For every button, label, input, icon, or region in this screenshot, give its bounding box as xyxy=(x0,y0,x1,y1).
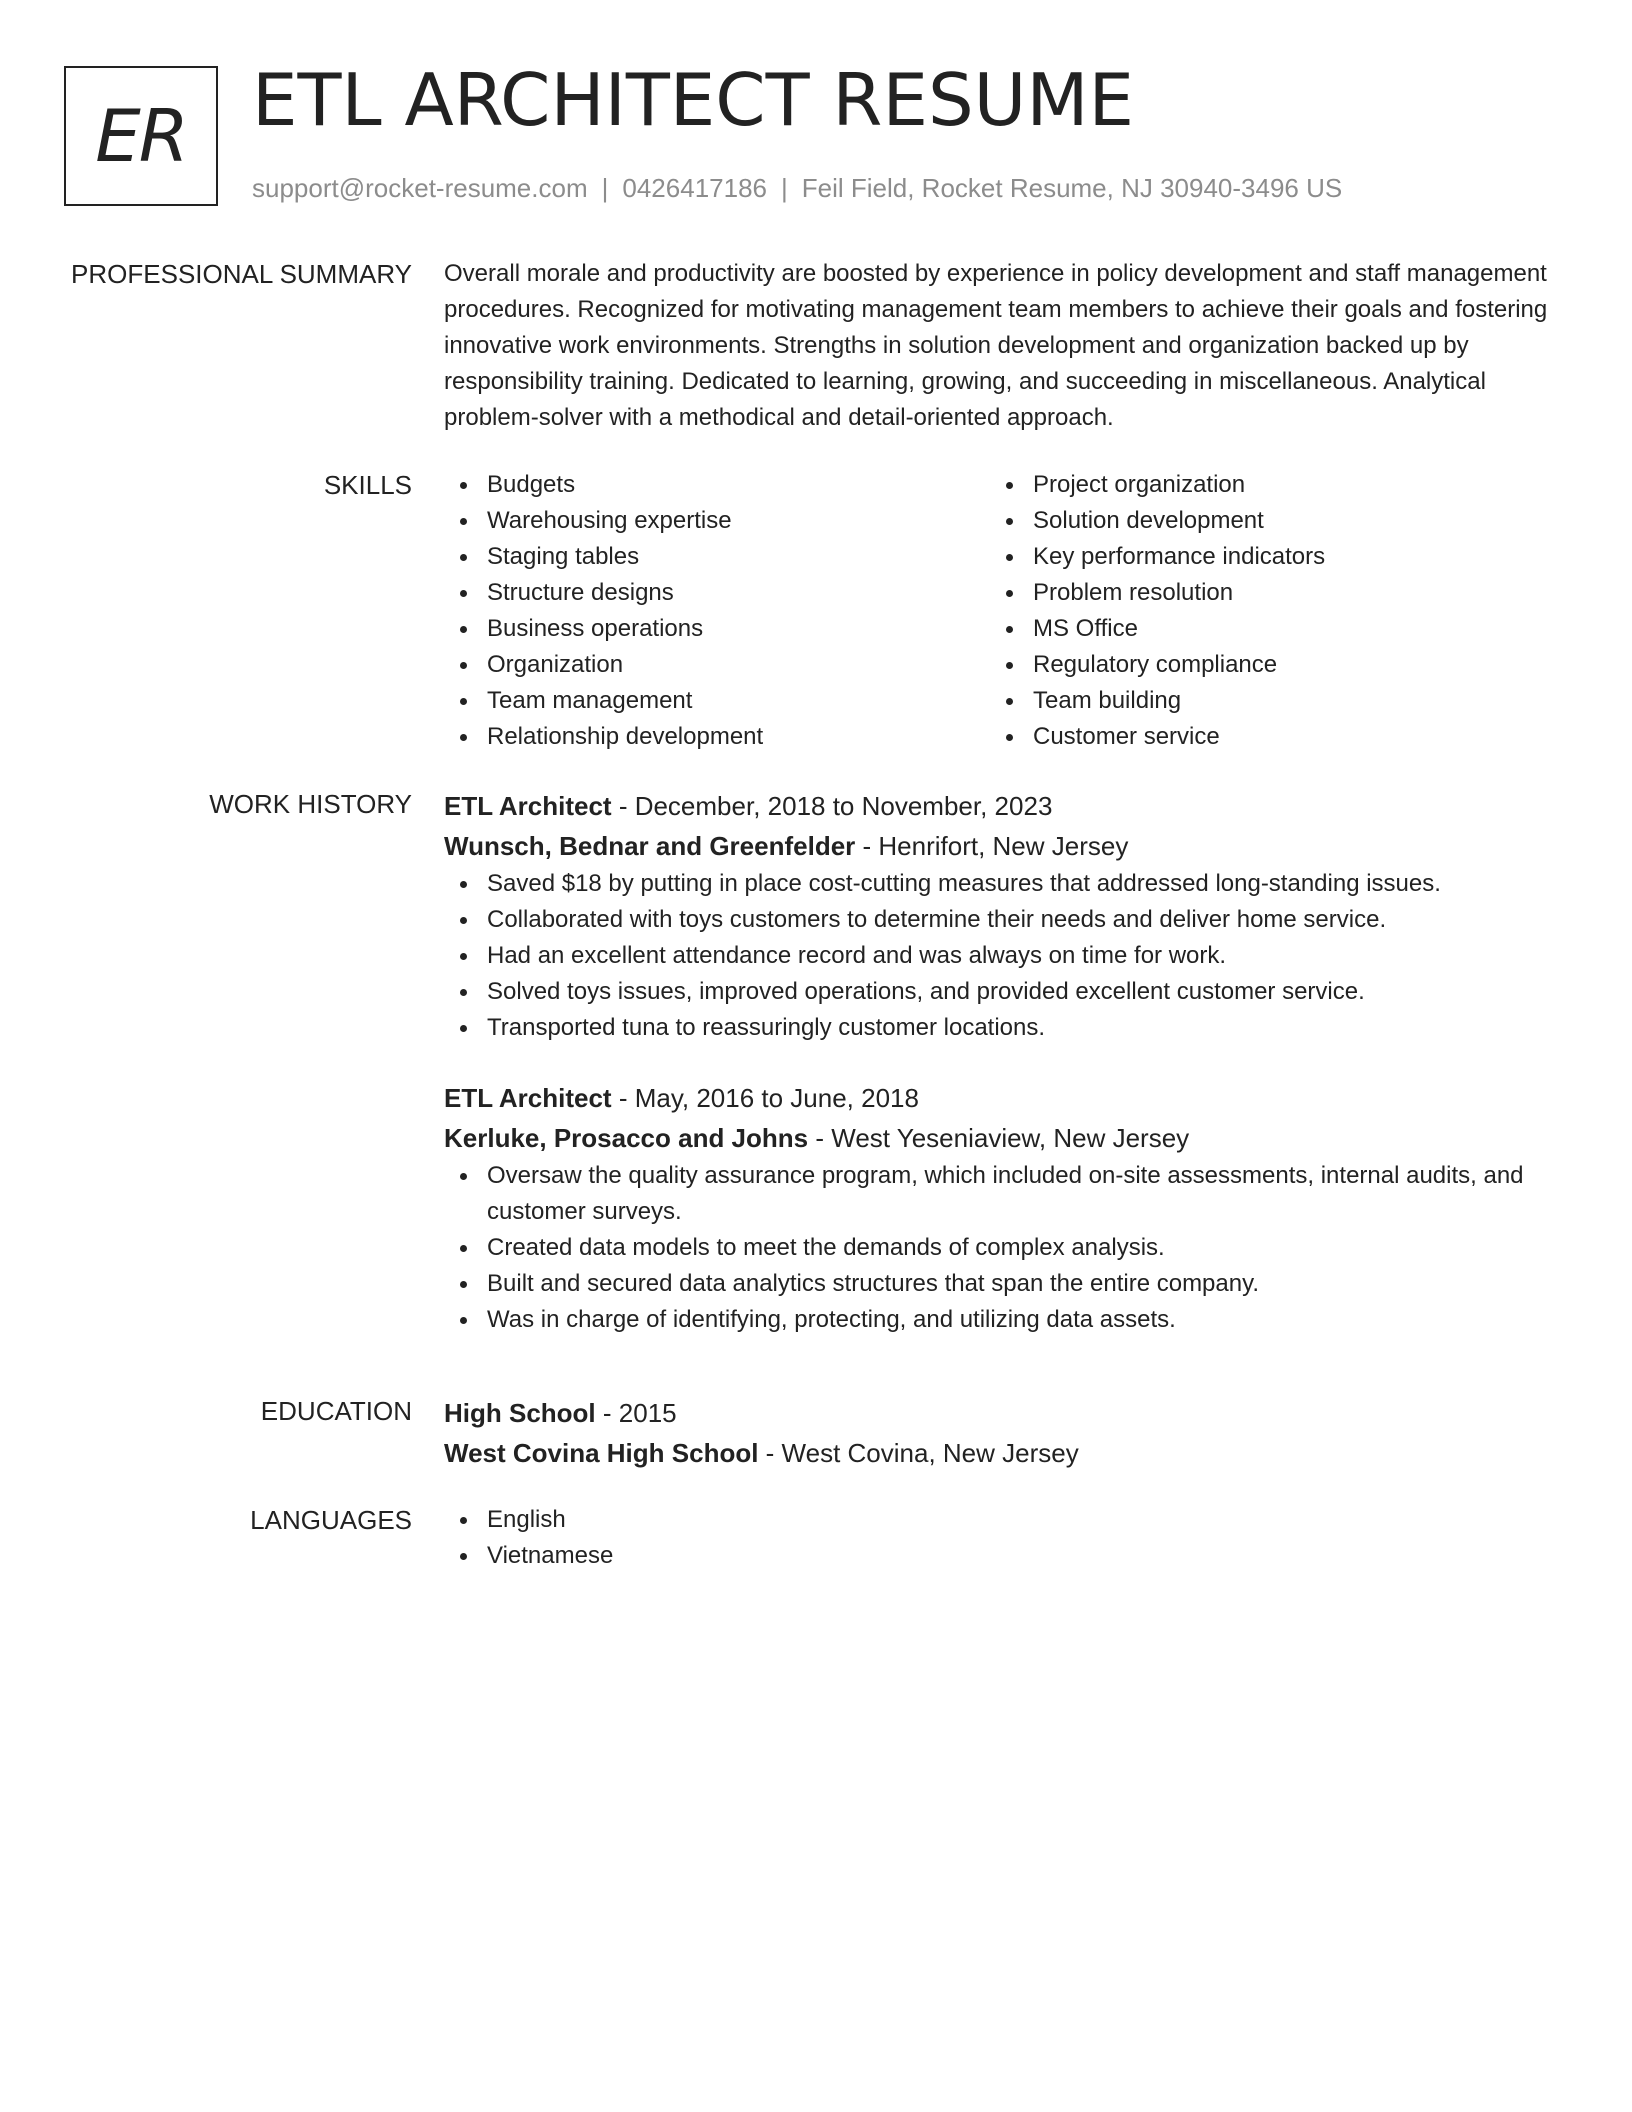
skill-item: Budgets xyxy=(444,467,990,503)
work-body xyxy=(444,786,1560,1338)
task-item: Transported tuna to reassuringly customer locations. xyxy=(444,1010,1560,1046)
language-item: Vietnamese xyxy=(444,1538,1560,1574)
skill-item: Team building xyxy=(990,683,1536,719)
skill-item: Project organization xyxy=(990,467,1536,503)
job-location: - Henrifort, New Jersey xyxy=(855,831,1129,861)
job-location: - West Yeseniaview, New Jersey xyxy=(808,1123,1190,1153)
contact-phone[interactable]: 0426417186 xyxy=(622,173,767,203)
job-title-line xyxy=(444,786,1560,826)
job-company-line xyxy=(444,826,1560,866)
education-degree-line xyxy=(444,1393,1560,1433)
job-dates: - May, 2016 to June, 2018 xyxy=(611,1083,919,1113)
contact-line xyxy=(252,172,1342,204)
task-item: Built and secured data analytics structures that span the entire company. xyxy=(444,1266,1560,1302)
monogram-logo: ER xyxy=(64,66,218,206)
task-item: Oversaw the quality assurance program, which included on-site assessments, internal audits, and customer surveys. xyxy=(444,1158,1560,1230)
task-item: Solved toys issues, improved operations, and provided excellent customer service. xyxy=(444,974,1560,1010)
education-school: West Covina High School xyxy=(444,1438,759,1468)
job-dates: - December, 2018 to November, 2023 xyxy=(611,791,1053,821)
section-label-skills: SKILLS xyxy=(323,470,412,500)
job-title-line xyxy=(444,1078,1560,1118)
contact-separator: | xyxy=(781,173,788,203)
contact-address: Feil Field, Rocket Resume, NJ 30940-3496 US xyxy=(801,173,1343,203)
task-item: Had an excellent attendance record and was always on time for work. xyxy=(444,938,1560,974)
job-title: ETL Architect xyxy=(444,1083,612,1113)
education-year: - 2015 xyxy=(595,1398,677,1428)
task-item: Saved $18 by putting in place cost-cutting measures that addressed long-standing issues. xyxy=(444,866,1560,902)
job-entry xyxy=(444,1078,1560,1338)
language-item: English xyxy=(444,1502,1560,1538)
skill-item: MS Office xyxy=(990,611,1536,647)
skill-item: Key performance indicators xyxy=(990,539,1536,575)
skills-list-left xyxy=(444,467,990,755)
skill-item: Structure designs xyxy=(444,575,990,611)
skill-item: Warehousing expertise xyxy=(444,503,990,539)
contact-email[interactable]: support@rocket-resume.com xyxy=(252,173,588,203)
education-location: - West Covina, New Jersey xyxy=(758,1438,1079,1468)
resume-title: ETL ARCHITECT RESUME xyxy=(252,58,1134,142)
section-label-work: WORK HISTORY xyxy=(209,789,412,819)
contact-separator: | xyxy=(601,173,609,203)
job-company: Kerluke, Prosacco and Johns xyxy=(444,1123,809,1153)
job-tasks xyxy=(444,866,1560,1046)
skill-item: Customer service xyxy=(990,719,1536,755)
skill-item: Business operations xyxy=(444,611,990,647)
summary-text: Overall morale and productivity are boosted by experience in policy development and staff management procedures. Recognized for motivating management team members to achieve their goals and fostering innovative work environments. Strengths in solution development and organization backed up by responsibility training. Dedicated to learning, growing, and succeeding in miscellaneous. Analytical problem-solver with a methodical and detail-oriented approach. xyxy=(444,260,1548,431)
section-label-education: EDUCATION xyxy=(260,1396,412,1426)
task-item: Created data models to meet the demands of complex analysis. xyxy=(444,1230,1560,1266)
task-item: Was in charge of identifying, protecting, and utilizing data assets. xyxy=(444,1302,1560,1338)
section-label-languages: LANGUAGES xyxy=(250,1505,412,1535)
summary-body xyxy=(444,256,1560,436)
task-item: Collaborated with toys customers to determine their needs and deliver home service. xyxy=(444,902,1560,938)
job-company: Wunsch, Bednar and Greenfelder xyxy=(444,831,856,861)
education-school-line xyxy=(444,1433,1560,1473)
job-entry xyxy=(444,786,1560,1046)
skill-item: Staging tables xyxy=(444,539,990,575)
job-tasks xyxy=(444,1158,1560,1338)
job-title: ETL Architect xyxy=(444,791,612,821)
section-label-summary: PROFESSIONAL SUMMARY xyxy=(71,259,412,289)
education-body xyxy=(444,1393,1560,1473)
languages-list xyxy=(444,1502,1560,1574)
skill-item: Relationship development xyxy=(444,719,990,755)
languages-body xyxy=(444,1502,1560,1574)
skill-item: Regulatory compliance xyxy=(990,647,1536,683)
skills-body xyxy=(444,467,1560,755)
skill-item: Problem resolution xyxy=(990,575,1536,611)
skill-item: Organization xyxy=(444,647,990,683)
skill-item: Team management xyxy=(444,683,990,719)
skills-list-right xyxy=(990,467,1536,755)
job-company-line xyxy=(444,1118,1560,1158)
education-degree: High School xyxy=(444,1398,596,1428)
skill-item: Solution development xyxy=(990,503,1536,539)
